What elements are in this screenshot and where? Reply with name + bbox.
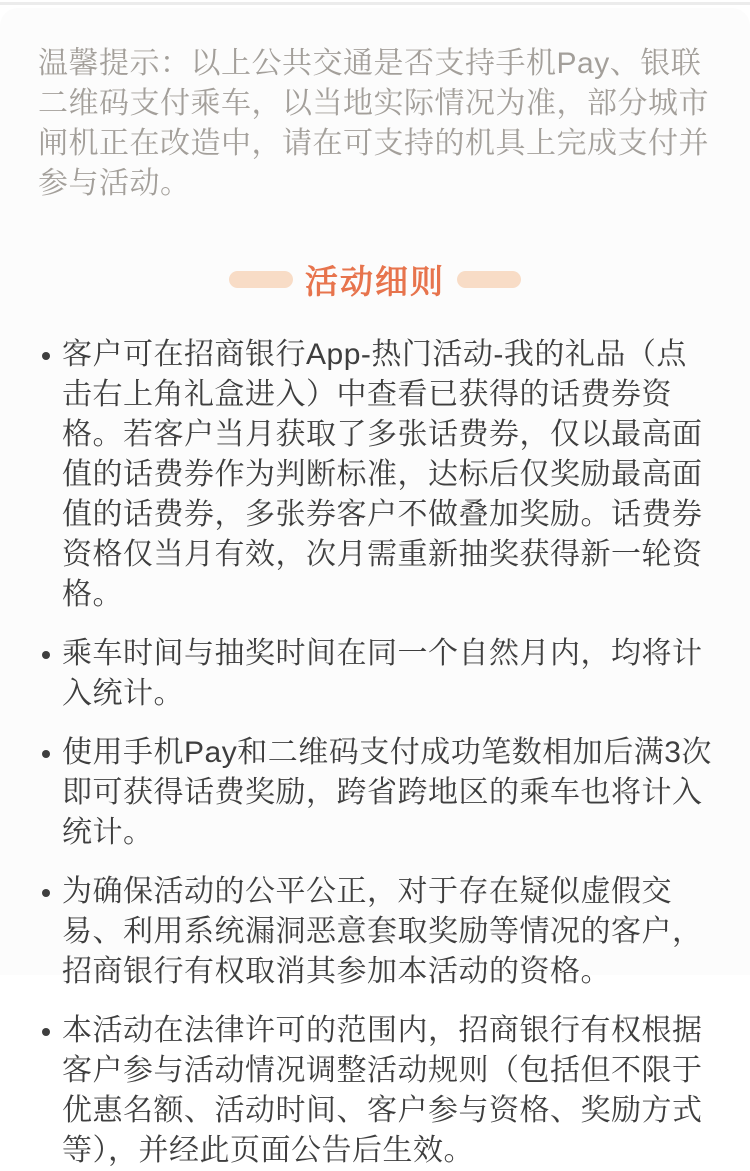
- bullet-dot: [42, 352, 50, 360]
- rule-text: 为确保活动的公平公正，对于存在疑似虚假交易、利用系统漏洞恶意套取奖励等情况的客户，招商银行有权取消其参加本活动的资格。: [62, 875, 703, 988]
- rule-item: [42, 634, 714, 714]
- rules-card: [0, 8, 750, 1167]
- rule-item: [42, 872, 714, 992]
- warm-tip-text: 温馨提示：以上公共交通是否支持手机Pay、银联二维码支付乘车，以当地实际情况为准，部分城市闸机正在改造中，请在可支持的机具上完成支付并参与活动。: [38, 47, 709, 200]
- previous-card-bottom-edge: [0, 2, 750, 5]
- rule-text: 客户可在招商银行App-热门活动-我的礼品（点击右上角礼盒进入）中查看已获得的话费券资格。若客户当月获取了多张话费券，仅以最高面值的话费券作为判断标准，达标后仅奖励最高面值的话费券，多张券客户不做叠加奖励。话费券资格仅当月有效，次月需重新抽奖获得新一轮资格。: [62, 338, 703, 611]
- bullet-dot: [42, 750, 50, 758]
- bullet-dot: [42, 889, 50, 897]
- rule-item: [42, 1011, 714, 1171]
- section-title: 活动细则: [305, 263, 445, 300]
- bullet-dot: [42, 1028, 50, 1036]
- rules-list: [0, 335, 750, 1171]
- rule-text: 本活动在法律许可的范围内，招商银行有权根据客户参与活动情况调整活动规则（包括但不限于优惠名额、活动时间、客户参与资格、奖励方式等），并经此页面公告后生效。: [62, 1014, 703, 1167]
- rule-item: [42, 733, 714, 853]
- title-decoration-left: [229, 271, 293, 288]
- rule-item: [42, 335, 714, 615]
- bullet-dot: [42, 651, 50, 659]
- title-decoration-right: [457, 271, 521, 288]
- section-header: [0, 256, 750, 303]
- rule-text: 乘车时间与抽奖时间在同一个自然月内，均将计入统计。: [62, 637, 703, 710]
- rule-text: 使用手机Pay和二维码支付成功笔数相加后满3次即可获得话费奖励，跨省跨地区的乘车也将计入统计。: [62, 736, 712, 849]
